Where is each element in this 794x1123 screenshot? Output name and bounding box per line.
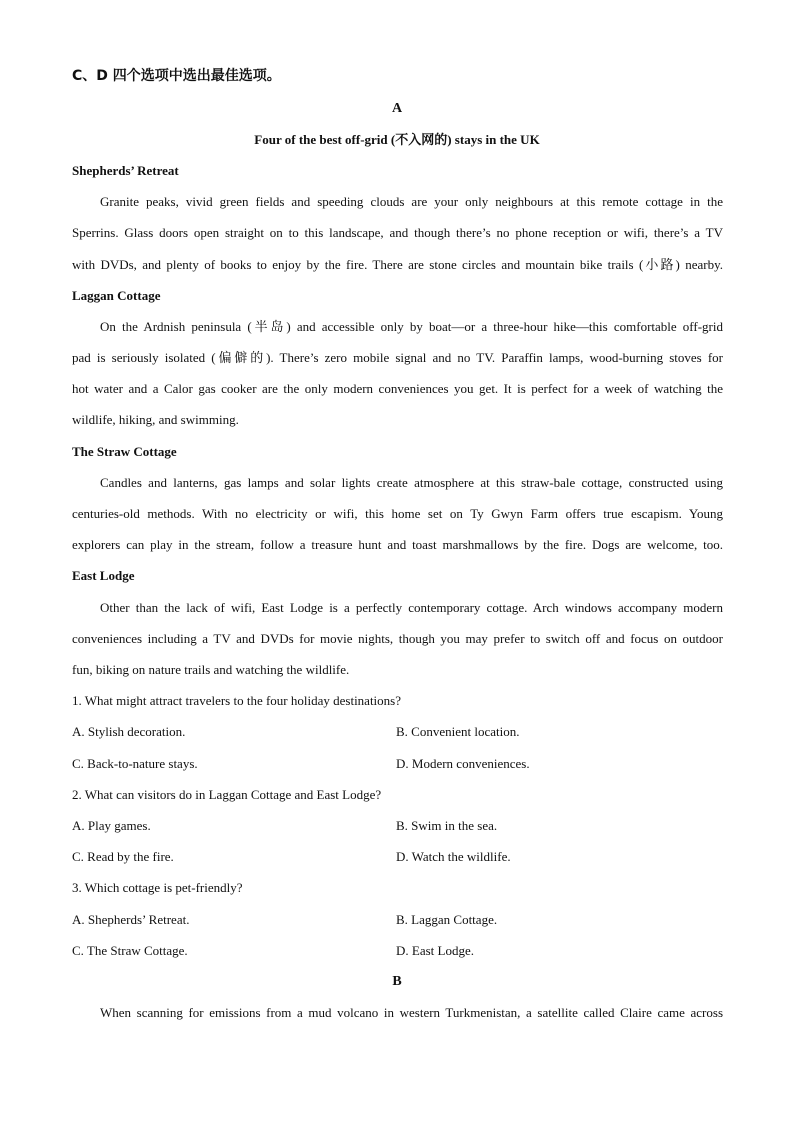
option-2b: B. Swim in the sea. [396,818,498,833]
section-heading-laggan-cottage: Laggan Cottage [72,288,161,303]
option-1d: D. Modern conveniences. [396,756,530,771]
option-2c: C. Read by the fire. [72,849,174,864]
paragraph-line: On the Ardnish peninsula (半岛) and accessible only by boat—or a three-hour hike—this comfortable off-grid [100,319,723,334]
question-stem-1: 1. What might attract travelers to the four holiday destinations? [72,693,401,708]
paragraph-line: Candles and lanterns, gas lamps and solar lights create atmosphere at this straw-bale cottage, constructed using [100,475,723,490]
passage-a-label: A [391,101,403,116]
paragraph-line: hot water and a Calor gas cooker are the only modern conveniences you get. It is perfect for a week of watching the [72,381,723,396]
question-stem-3: 3. Which cottage is pet-friendly? [72,880,243,895]
option-1b: B. Convenient location. [396,724,520,739]
paragraph-line: wildlife, hiking, and swimming. [72,412,239,427]
paragraph-line: conveniences including a TV and DVDs for movie nights, though you may prefer to switch off and focus on outdoor [72,631,723,646]
paragraph-line: with DVDs, and plenty of books to enjoy by the fire. There are stone circles and mountain bike trails (小路) nearby. [72,257,723,272]
question-stem-2: 2. What can visitors do in Laggan Cottage and East Lodge? [72,787,382,802]
instruction-text: C、D 四个选项中选出最佳选项。 [72,68,281,84]
option-3a: A. Shepherds’ Retreat. [72,912,190,927]
option-3c: C. The Straw Cottage. [72,943,188,958]
passage-a-title: Four of the best off-grid (不入网的) stays in the UK [254,132,540,147]
section-heading-east-lodge: East Lodge [72,568,135,583]
option-2a: A. Play games. [72,818,151,833]
section-heading-straw-cottage: The Straw Cottage [72,444,177,459]
option-2d: D. Watch the wildlife. [396,849,511,864]
paragraph-line: Other than the lack of wifi, East Lodge is a perfectly contemporary cottage. Arch windows accompany modern [100,600,723,615]
paragraph-line: fun, biking on nature trails and watching the wildlife. [72,662,350,677]
passage-b-label: B [392,974,402,989]
paragraph-line: pad is seriously isolated (偏僻的). There’s zero mobile signal and no TV. Paraffin lamps, wood-burning stoves for [72,350,723,365]
option-1c: C. Back-to-nature stays. [72,756,198,771]
paragraph-line: centuries-old methods. With no electricity or wifi, this home set on Ty Gwyn Farm offers true escapism. Young [72,506,723,521]
option-3d: D. East Lodge. [396,943,474,958]
paragraph-line: Sperrins. Glass doors open straight on to this landscape, and though there’s no phone reception or wifi, there’s a TV [72,225,723,240]
option-1a: A. Stylish decoration. [72,724,186,739]
paragraph-line: Granite peaks, vivid green fields and speeding clouds are your only neighbours at this remote cottage in the [100,194,723,209]
option-3b: B. Laggan Cottage. [396,912,498,927]
paragraph-line: explorers can play in the stream, follow a treasure hunt and toast marshmallows by the fire. Dogs are welcome, too. [72,537,723,552]
paragraph-line: When scanning for emissions from a mud volcano in western Turkmenistan, a satellite called Claire came across [100,1005,723,1020]
section-heading-shepherds-retreat: Shepherds’ Retreat [72,163,179,178]
